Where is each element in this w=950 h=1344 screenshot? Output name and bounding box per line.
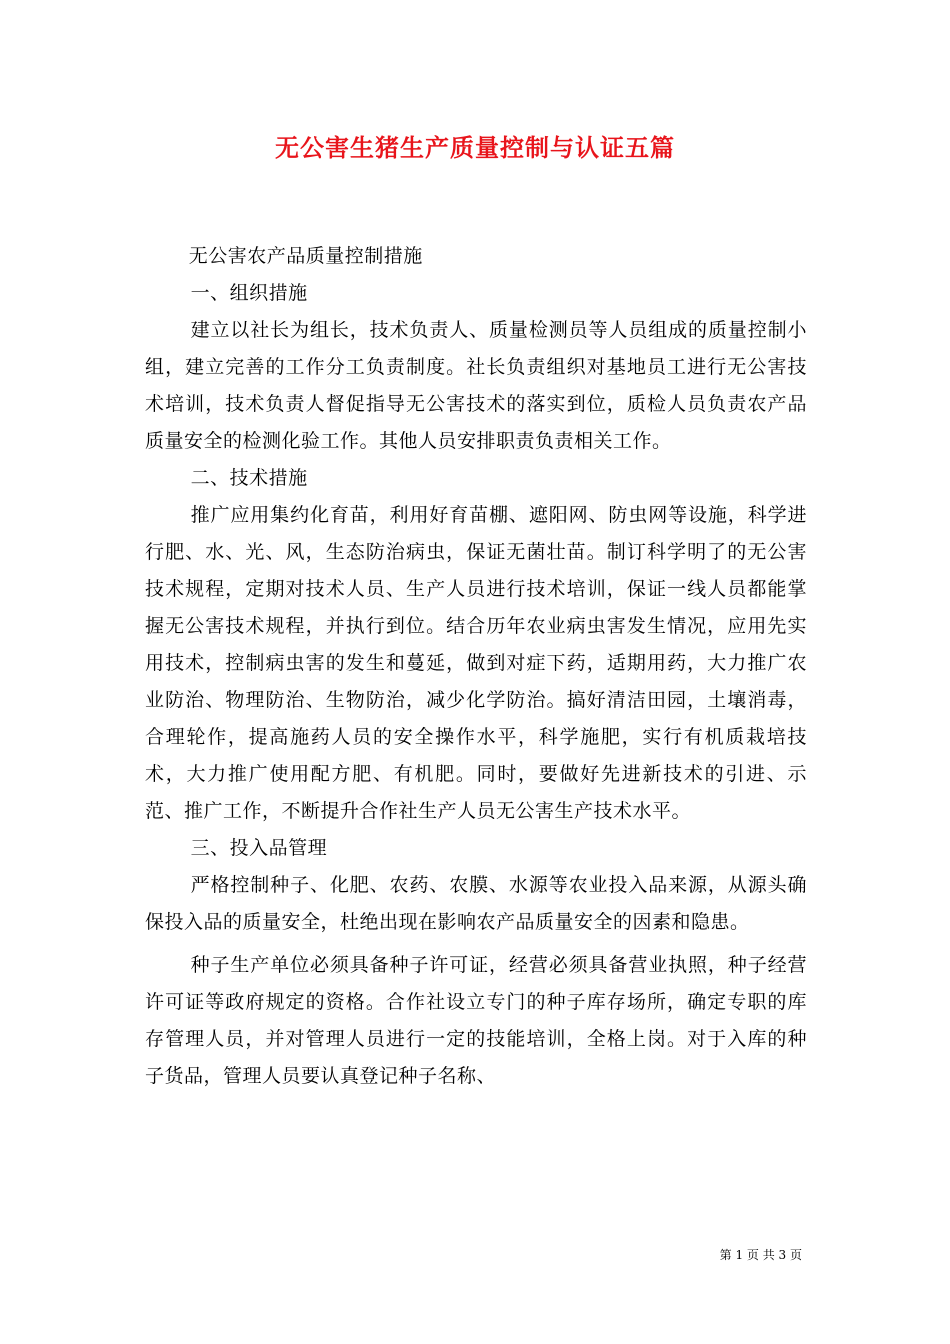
paragraph: 种子生产单位必须具备种子许可证，经营必须具备营业执照，种子经营许可证等政府规定的资格。合作社设立专门的种子库存场所，确定专职的库存管理人员，并对管理人员进行一定的技能培训，全格上岗。对于入库的种子货品，管理人员要认真登记种子名称、 — [145, 954, 807, 1087]
section-heading: 一、组织措施 — [190, 282, 308, 304]
paragraph: 严格控制种子、化肥、农药、农膜、水源等农业投入品来源，从源头确保投入品的质量安全，杜绝出现在影响农产品质量安全的因素和隐患。 — [145, 874, 807, 933]
paragraph: 推广应用集约化育苗，利用好育苗棚、遮阳网、防虫网等设施，科学进行肥、水、光、风，生态防治病虫，保证无菌壮苗。制订科学明了的无公害技术规程，定期对技术人员、生产人员进行技术培训，保证一线人员都能掌握无公害技术规程，并执行到位。结合历年农业病虫害发生情况，应用先实用技术，控制病虫害的发生和蔓延，做到对症下药，适期用药，大力推广农业防治、物理防治、生物防治，减少化学防治。搞好清洁田园，土壤消毒，合理轮作，提高施药人员的安全操作水平，科学施肥，实行有机质栽培技术，大力推广使用配方肥、有机肥。同时，要做好先进新技术的引进、示范、推广工作，不断提升合作社生产人员无公害生产技术水平。 — [145, 504, 807, 822]
paragraph: 无公害农产品质量控制措施 — [188, 245, 423, 267]
document-body — [145, 238, 807, 1095]
section-heading: 二、技术措施 — [190, 467, 308, 489]
page-number-footer: 第 1 页 共 3 页 — [719, 1248, 802, 1262]
section-heading: 三、投入品管理 — [190, 837, 328, 859]
paragraph: 建立以社长为组长，技术负责人、质量检测员等人员组成的质量控制小组，建立完善的工作分工负责制度。社长负责组织对基地员工进行无公害技术培训，技术负责人督促指导无公害技术的落实到位，质检人员负责农产品质量安全的检测化验工作。其他人员安排职责负责相关工作。 — [145, 319, 807, 452]
document-title: 无公害生猪生产质量控制与认证五篇 — [275, 133, 675, 162]
